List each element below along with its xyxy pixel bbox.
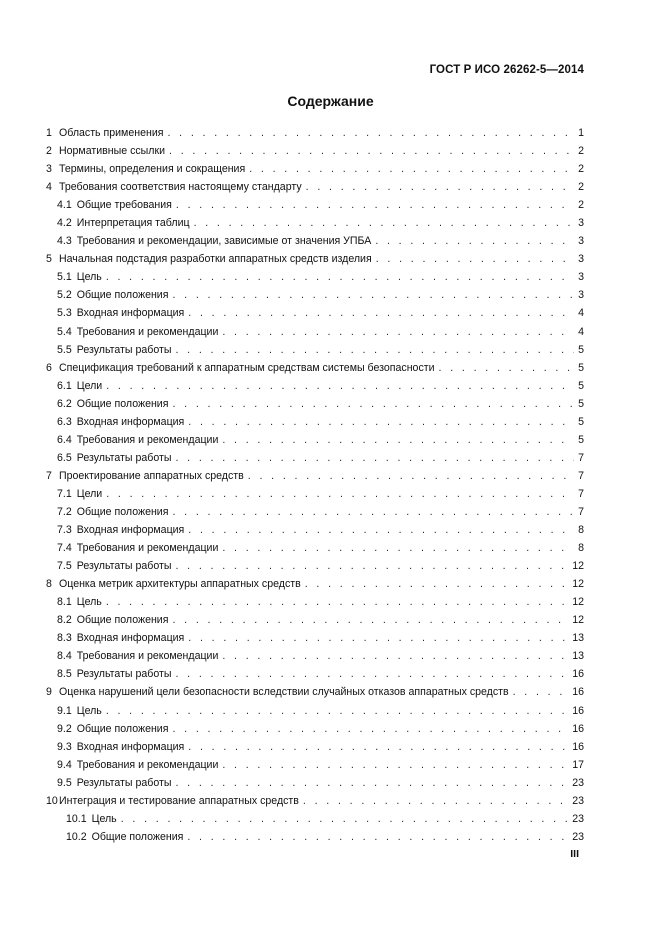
- toc-entry-page: 7: [578, 469, 584, 482]
- toc-entry-label: Интерпретация таблиц: [76, 217, 190, 230]
- toc-entry[interactable]: [46, 196, 584, 214]
- toc-entry-label: Входная информация: [76, 415, 185, 428]
- toc-entry-page: 5: [578, 379, 584, 392]
- toc-leader-dots: [172, 611, 570, 629]
- toc-entry-number: 5.1: [57, 271, 72, 284]
- toc-entry-number: 8.3: [57, 632, 72, 645]
- toc-entry-page: 8: [578, 524, 584, 537]
- toc-entry-label: Входная информация: [76, 632, 185, 645]
- toc-leader-dots: [175, 341, 574, 359]
- toc-entry-page: 23: [572, 776, 584, 789]
- toc-entry[interactable]: [46, 304, 584, 322]
- toc-entry-number: 5.4: [57, 325, 72, 338]
- toc-entry-number: 4.3: [57, 235, 72, 248]
- toc-leader-dots: [188, 413, 574, 431]
- toc-entry[interactable]: [46, 828, 584, 846]
- toc-entry-number: 7: [46, 469, 52, 482]
- toc-leader-dots: [172, 503, 574, 521]
- toc-entry[interactable]: [46, 214, 584, 232]
- toc-leader-dots: [513, 683, 571, 701]
- toc-leader-dots: [121, 810, 571, 828]
- toc-entry[interactable]: [46, 792, 584, 810]
- toc-entry-page: 2: [578, 163, 584, 176]
- toc-leader-dots: [439, 359, 574, 377]
- toc-leader-dots: [106, 485, 574, 503]
- toc-leader-dots: [303, 792, 570, 810]
- toc-entry-number: 8.5: [57, 668, 72, 681]
- toc-entry[interactable]: [46, 467, 584, 485]
- toc-entry-page: 16: [572, 668, 584, 681]
- toc-entry-label: Цель: [76, 704, 102, 717]
- toc-leader-dots: [106, 377, 574, 395]
- toc-entry-number: 5: [46, 253, 52, 266]
- toc-entry-page: 12: [572, 596, 584, 609]
- toc-entry[interactable]: [46, 395, 584, 413]
- toc-entry-label: Общие положения: [91, 830, 184, 843]
- toc-entry-label: Требования и рекомендации: [76, 542, 219, 555]
- toc-entry-label: Результаты работы: [76, 451, 172, 464]
- toc-entry-page: 5: [578, 433, 584, 446]
- toc-entry-label: Термины, определения и сокращения: [59, 163, 246, 176]
- toc-entry-label: Спецификация требований к аппаратным средствам системы безопасности: [59, 361, 435, 374]
- toc-entry[interactable]: [46, 647, 584, 665]
- toc-entry-label: Требования и рекомендации: [76, 433, 219, 446]
- toc-entry-label: Общие положения: [76, 614, 169, 627]
- toc-entry-label: Цели: [76, 379, 103, 392]
- toc-entry-number: 1: [46, 127, 52, 139]
- toc-entry[interactable]: [46, 810, 584, 828]
- toc-entry-page: 3: [578, 253, 584, 266]
- toc-leader-dots: [169, 142, 574, 160]
- toc-entry-number: 2: [46, 145, 52, 158]
- toc-entry-number: 10: [46, 794, 58, 807]
- toc-entry-label: Оценка метрик архитектуры аппаратных средств: [59, 578, 301, 591]
- toc-entry-number: 8: [46, 578, 52, 591]
- toc-entry-label: Требования соответствия настоящему стандарту: [59, 181, 302, 194]
- toc-entry-page: 23: [572, 830, 584, 843]
- toc-entry-number: 7.5: [57, 560, 72, 573]
- toc-entry[interactable]: [46, 720, 584, 738]
- toc-entry-page: 13: [572, 632, 584, 645]
- toc-entry[interactable]: [46, 250, 584, 268]
- toc-entry-page: 2: [578, 199, 584, 212]
- toc-entry-label: Цель: [76, 271, 102, 284]
- toc-entry-page: 3: [578, 271, 584, 284]
- toc-entry-label: Результаты работы: [76, 560, 172, 573]
- toc-entry-page: 7: [578, 487, 584, 500]
- toc-entry[interactable]: [46, 611, 584, 629]
- toc-entry-label: Проектирование аппаратных средств: [59, 469, 244, 482]
- toc-entry-number: 9.2: [57, 722, 72, 735]
- toc-entry-number: 7.4: [57, 542, 72, 555]
- toc-entry-label: Общие положения: [76, 289, 169, 302]
- toc-entry-page: 8: [578, 542, 584, 555]
- toc-entry[interactable]: [46, 629, 584, 647]
- toc-entry-page: 7: [578, 451, 584, 464]
- toc-entry[interactable]: [46, 449, 584, 467]
- toc-entry-label: Нормативные ссылки: [59, 145, 166, 158]
- toc-entry-label: Начальная подстадия разработки аппаратных средств изделия: [59, 253, 372, 266]
- toc-leader-dots: [187, 828, 570, 846]
- toc-entry[interactable]: [46, 431, 584, 449]
- toc-entry-page: 13: [572, 650, 584, 663]
- toc-entry[interactable]: [46, 539, 584, 557]
- toc-entry-label: Общие положения: [76, 505, 169, 518]
- toc-entry[interactable]: [46, 756, 584, 774]
- toc-entry-page: 16: [572, 704, 584, 717]
- toc-entry-number: 4.2: [57, 217, 72, 230]
- toc-leader-dots: [222, 539, 574, 557]
- toc-entry-page: 23: [572, 794, 584, 807]
- document-standard-header: ГОСТ Р ИСО 26262-5—2014: [429, 64, 584, 76]
- toc-leader-dots: [188, 629, 570, 647]
- toc-entry-number: 8.4: [57, 650, 72, 663]
- toc-entry-number: 9.3: [57, 740, 72, 753]
- toc-entry[interactable]: [46, 593, 584, 611]
- toc-leader-dots: [175, 665, 570, 683]
- toc-entry-number: 6: [46, 361, 52, 374]
- toc-entry-page: 23: [572, 812, 584, 825]
- toc-leader-dots: [376, 250, 574, 268]
- toc-entry[interactable]: [46, 702, 584, 720]
- toc-leader-dots: [306, 178, 574, 196]
- toc-entry-label: Цель: [91, 812, 117, 825]
- toc-leader-dots: [106, 268, 574, 286]
- toc-entry-label: Интеграция и тестирование аппаратных средств: [59, 794, 299, 807]
- toc-leader-dots: [175, 557, 570, 575]
- toc-entry[interactable]: [46, 323, 584, 341]
- toc-entry[interactable]: [46, 774, 584, 792]
- toc-leader-dots: [248, 467, 574, 485]
- toc-leader-dots: [172, 395, 574, 413]
- toc-entry-number: 6.3: [57, 415, 72, 428]
- toc-entry-page: 5: [578, 343, 584, 356]
- toc-leader-dots: [172, 720, 570, 738]
- toc-entry[interactable]: [46, 521, 584, 539]
- page-number: III: [570, 848, 579, 860]
- toc-entry-page: 5: [578, 361, 584, 374]
- toc-leader-dots: [176, 196, 574, 214]
- toc-entry-number: 9.5: [57, 776, 72, 789]
- toc-entry-label: Цели: [76, 487, 103, 500]
- toc-entry-page: 4: [578, 307, 584, 320]
- toc-leader-dots: [375, 232, 574, 250]
- toc-entry-page: 16: [572, 740, 584, 753]
- toc-entry-number: 6.5: [57, 451, 72, 464]
- toc-entry-label: Результаты работы: [76, 776, 172, 789]
- toc-entry-label: Общие требования: [76, 199, 172, 212]
- toc-entry-number: 9.1: [57, 704, 72, 717]
- toc-entry-number: 5.3: [57, 307, 72, 320]
- toc-entry-number: 6.1: [57, 379, 72, 392]
- toc-entry-label: Входная информация: [76, 740, 185, 753]
- toc-leader-dots: [305, 575, 570, 593]
- toc-leader-dots: [106, 702, 570, 720]
- toc-entry[interactable]: [46, 232, 584, 250]
- toc-entry-label: Результаты работы: [76, 668, 172, 681]
- toc-entry[interactable]: [46, 665, 584, 683]
- toc-leader-dots: [222, 431, 574, 449]
- toc-entry[interactable]: [46, 160, 584, 178]
- toc-entry-number: 10.2: [66, 830, 87, 843]
- toc-entry[interactable]: [46, 124, 584, 142]
- toc-entry-number: 7.2: [57, 505, 72, 518]
- toc-entry-page: 12: [572, 578, 584, 591]
- toc-leader-dots: [222, 756, 570, 774]
- toc-entry-label: Оценка нарушений цели безопасности вследствии случайных отказов аппаратных средств: [59, 686, 509, 699]
- page-title: Содержание: [287, 93, 374, 109]
- toc-leader-dots: [167, 124, 574, 142]
- toc-leader-dots: [188, 521, 574, 539]
- toc-entry[interactable]: [46, 178, 584, 196]
- toc-entry[interactable]: [46, 377, 584, 395]
- toc-leader-dots: [222, 323, 574, 341]
- toc-entry-number: 3: [46, 163, 52, 176]
- toc-entry-number: 9.4: [57, 758, 72, 771]
- toc-leader-dots: [188, 304, 574, 322]
- toc-entry-label: Требования и рекомендации, зависимые от значения УПБА: [76, 235, 372, 248]
- toc-entry[interactable]: [46, 341, 584, 359]
- toc-entry-label: Общие положения: [76, 722, 169, 735]
- toc-entry[interactable]: [46, 142, 584, 160]
- toc-entry-label: Общие положения: [76, 397, 169, 410]
- toc-entry-page: 5: [578, 397, 584, 410]
- toc-entry-label: Требования и рекомендации: [76, 758, 219, 771]
- toc-entry-page: 2: [578, 181, 584, 194]
- toc-entry-page: 12: [572, 614, 584, 627]
- toc-entry-number: 9: [46, 686, 52, 699]
- toc-entry[interactable]: [46, 738, 584, 756]
- toc-entry[interactable]: [46, 359, 584, 377]
- toc-entry-number: 6.2: [57, 397, 72, 410]
- toc-entry-label: Результаты работы: [76, 343, 172, 356]
- toc-entry-label: Требования и рекомендации: [76, 325, 219, 338]
- toc-entry-page: 1: [578, 127, 584, 139]
- toc-entry[interactable]: [46, 485, 584, 503]
- toc-leader-dots: [172, 286, 574, 304]
- toc-entry-page: 5: [578, 415, 584, 428]
- toc-leader-dots: [175, 449, 574, 467]
- toc-entry-number: 7.1: [57, 487, 72, 500]
- toc-leader-dots: [175, 774, 570, 792]
- toc-entry-label: Область применения: [59, 127, 164, 139]
- toc-entry-number: 10.1: [66, 812, 87, 825]
- toc-entry-page: 2: [578, 145, 584, 158]
- toc-entry-number: 5.5: [57, 343, 72, 356]
- toc-entry-label: Требования и рекомендации: [76, 650, 219, 663]
- toc-entry[interactable]: [46, 683, 584, 701]
- toc-entry-page: 3: [578, 289, 584, 302]
- toc-entry-number: 6.4: [57, 433, 72, 446]
- toc-entry-number: 7.3: [57, 524, 72, 537]
- toc-entry-label: Цель: [76, 596, 102, 609]
- toc-entry-page: 16: [572, 686, 584, 699]
- toc-entry-page: 16: [572, 722, 584, 735]
- toc-entry-page: 12: [572, 560, 584, 573]
- toc-leader-dots: [249, 160, 574, 178]
- toc-entry-page: 3: [578, 235, 584, 248]
- toc-leader-dots: [194, 214, 574, 232]
- toc-entry[interactable]: [46, 268, 584, 286]
- toc-entry-page: 4: [578, 325, 584, 338]
- toc-entry-number: 4: [46, 181, 52, 194]
- toc-entry[interactable]: [46, 575, 584, 593]
- toc-entry-number: 4.1: [57, 199, 72, 212]
- toc-entry-number: 8.2: [57, 614, 72, 627]
- toc-entry-page: 7: [578, 505, 584, 518]
- toc-entry-label: Входная информация: [76, 307, 185, 320]
- toc-entry-number: 8.1: [57, 596, 72, 609]
- toc-entry-label: Входная информация: [76, 524, 185, 537]
- toc-leader-dots: [188, 738, 570, 756]
- toc-leader-dots: [106, 593, 570, 611]
- toc-entry-number: 5.2: [57, 289, 72, 302]
- toc-entry[interactable]: [46, 557, 584, 575]
- toc-entry[interactable]: [46, 503, 584, 521]
- toc-entry[interactable]: [46, 286, 584, 304]
- toc-entry-page: 3: [578, 217, 584, 230]
- toc-leader-dots: [222, 647, 570, 665]
- toc-entry[interactable]: [46, 413, 584, 431]
- table-of-contents: [46, 124, 584, 846]
- toc-entry-page: 17: [572, 758, 584, 771]
